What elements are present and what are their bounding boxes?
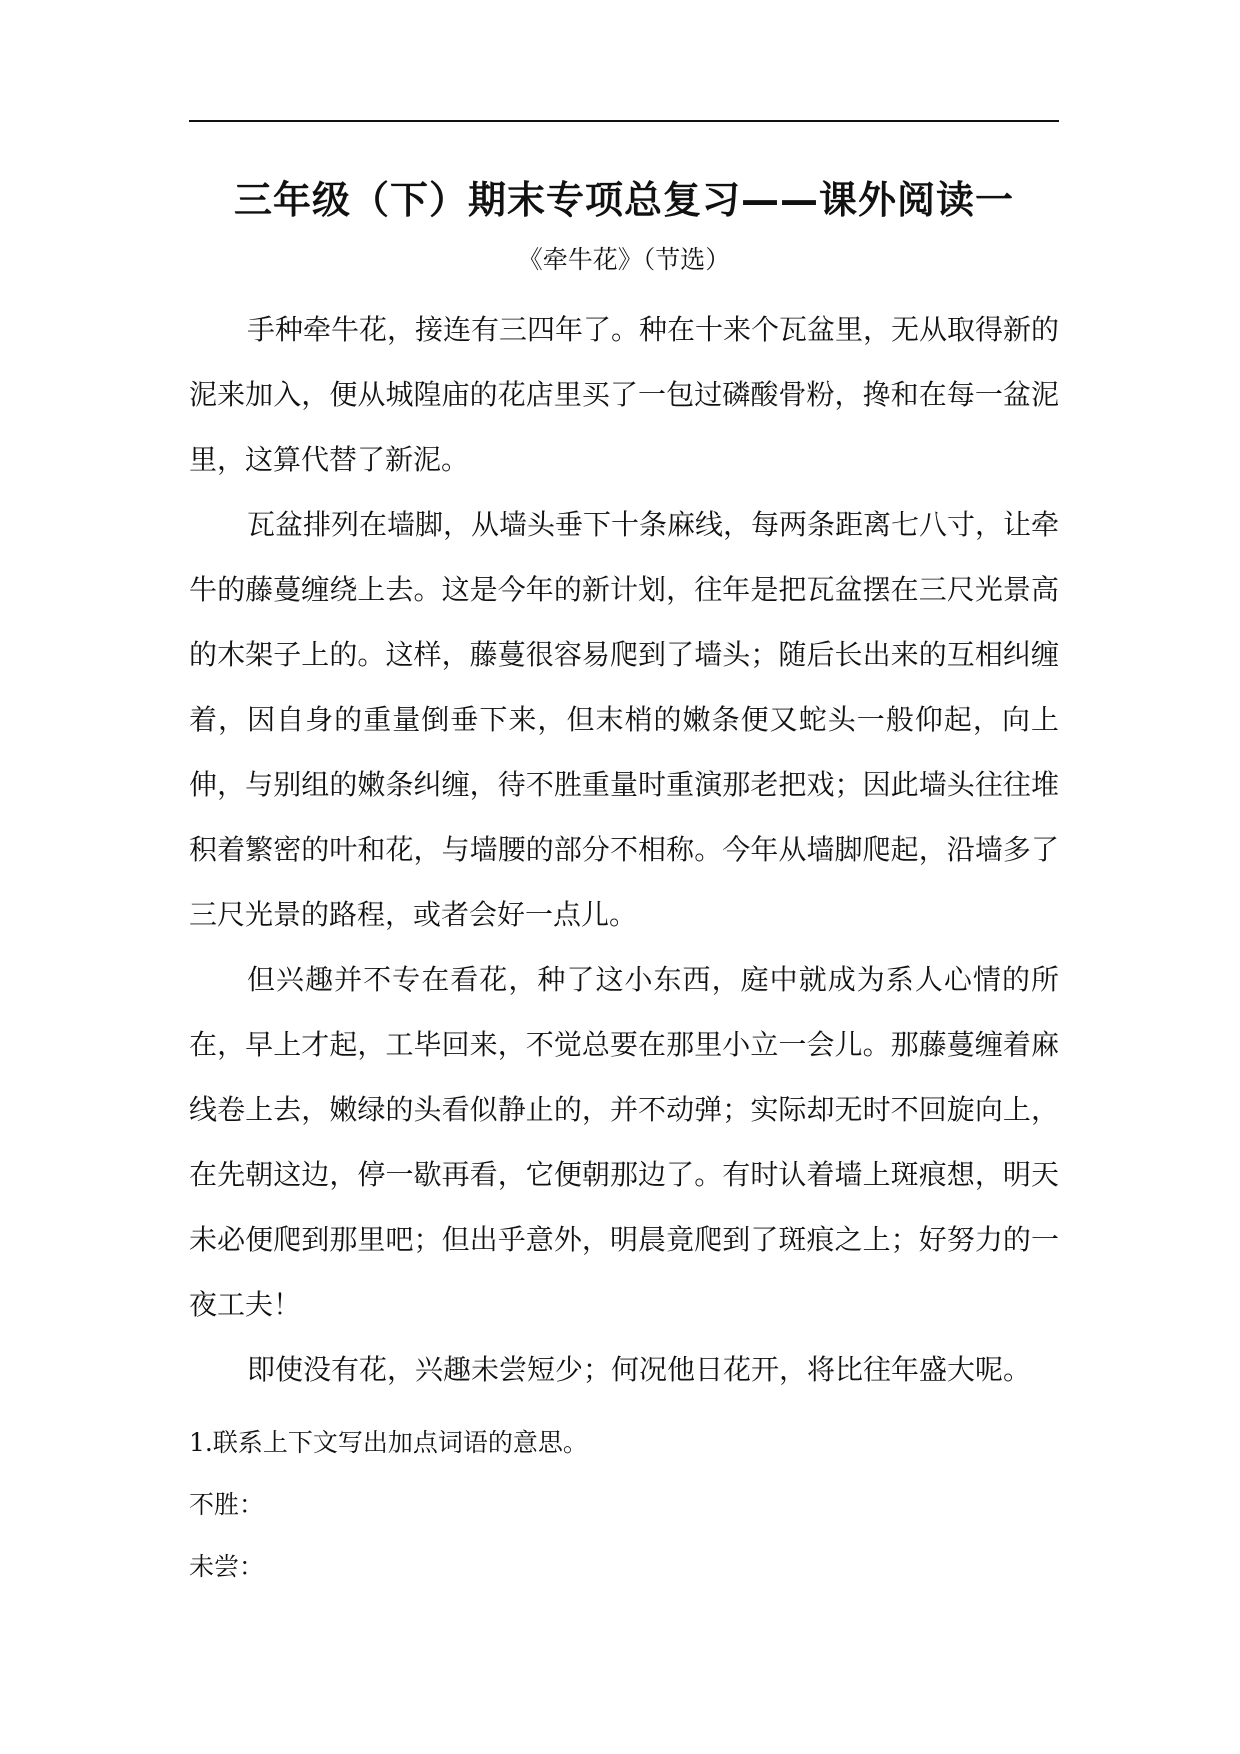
question-1: 1.联系上下文写出加点词语的意思。 xyxy=(189,1428,588,1457)
paragraph-3: 但兴趣并不专在看花，种了这小东西，庭中就成为系人心情的所在，早上才起，工毕回来，不觉总要在那里小立一会儿。那藤蔓缠着麻线卷上去，嫩绿的头看似静止的，并不动弹；实际却无时不回旋向上，在先朝这边，停一歇再看，它便朝那边了。有时认着墙上斑痕想，明天未必便爬到那里吧；但出乎意外，明晨竟爬到了斑痕之上；好努力的一夜工夫！ xyxy=(189,963,1059,1321)
paragraph-4: 即使没有花，兴趣未尝短少；何况他日花开，将比往年盛大呢。 xyxy=(247,1353,1032,1386)
answer-blank-busheng: 不胜： xyxy=(189,1490,265,1519)
paragraph-2: 瓦盆排列在墙脚，从墙头垂下十条麻线，每两条距离七八寸，让牵牛的藤蔓缠绕上去。这是今年的新计划，往年是把瓦盆摆在三尺光景高的木架子上的。这样，藤蔓很容易爬到了墙头；随后长出来的互相纠缠着，因自身的重量倒垂下来，但末梢的嫩条便又蛇头一般仰起，向上伸，与别组的嫩条纠缠，待不胜重量时重演那老把戏；因此墙头往往堆积着繁密的叶和花，与墙腰的部分不相称。今年从墙脚爬起，沿墙多了三尺光景的路程，或者会好一点儿。 xyxy=(189,508,1060,931)
answer-blank-weichang: 未尝： xyxy=(189,1552,265,1581)
page-title: 三年级（下）期末专项总复习——课外阅读一 xyxy=(233,178,1014,222)
document-page xyxy=(189,0,1059,1754)
passage-subtitle: 《牵牛花》（节选） xyxy=(517,245,731,274)
passage-body xyxy=(189,297,1059,1402)
question-section xyxy=(189,1412,1059,1598)
paragraph-1: 手种牵牛花，接连有三四年了。种在十来个瓦盆里，无从取得新的泥来加入，便从城隍庙的花店里买了一包过磷酸骨粉，搀和在每一盆泥里，这算代替了新泥。 xyxy=(189,313,1060,476)
header-rule xyxy=(189,120,1059,122)
